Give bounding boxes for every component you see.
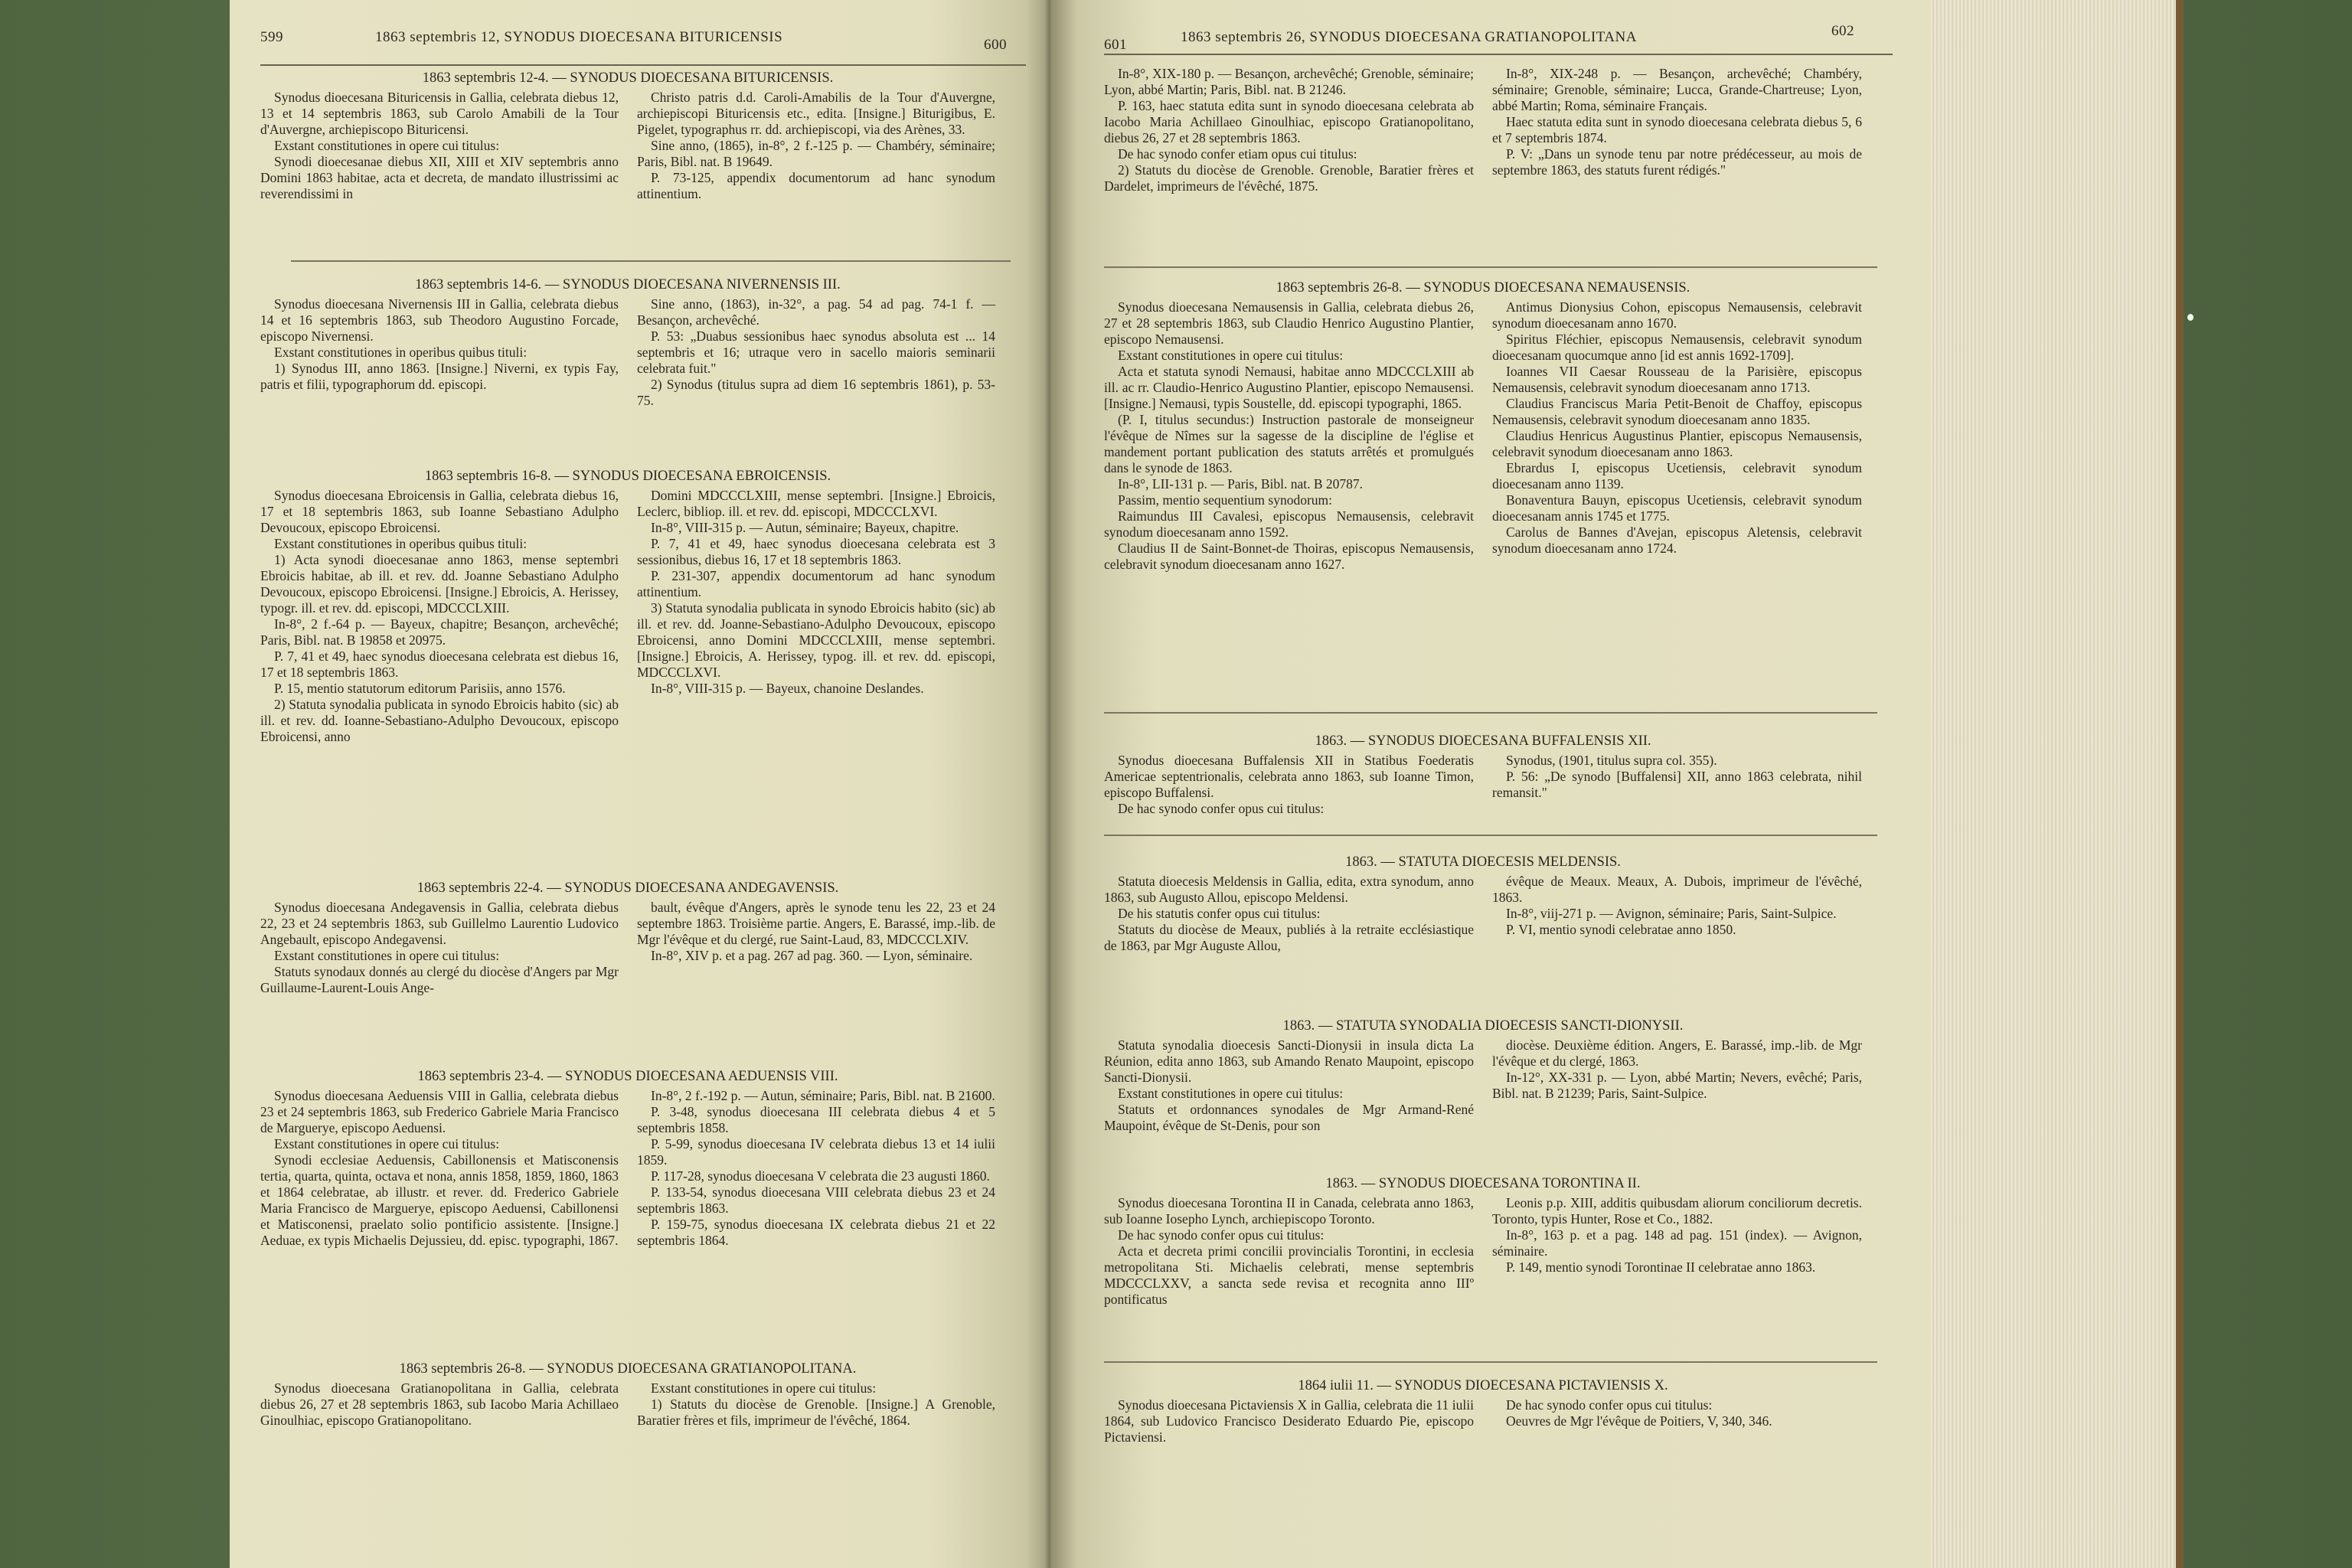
paragraph: De hac synodo confer etiam opus cui titulus:	[1118, 146, 1357, 162]
paragraph: Spiritus Fléchier, episcopus Nemausensis, celebravit synodum dioecesanam quocumque anno [id est annis 1692-1709].	[1492, 332, 1862, 363]
paragraph: In-8°, 2 f.-64 p. — Bayeux, chapitre; Besançon, archevêché; Paris, Bibl. nat. B 19858 et 20975.	[260, 616, 619, 648]
paragraph: Synodus dioecesana Ebroicensis in Gallia, celebrata diebus 16, 17 et 18 septembris 1863, sub Ioanne Sebastiano Adulpho Devoucoux, episcopo Ebroicensi.	[260, 488, 619, 535]
running-title: 1863 septembris 12, SYNODUS DIOECESANA BITURICENSIS	[375, 29, 783, 45]
paragraph: P. 163, haec statuta edita sunt in synodo dioecesana celebrata ab Iacobo Maria Achillaeo Ginoulhiac, episcopo Gratianopolitano, diebus 26, 27 et 28 septembris 1863.	[1104, 98, 1474, 145]
entry-col-1	[1104, 874, 1474, 954]
paragraph: (P. I, titulus secundus:) Instruction pastorale de monseigneur l'évêque de Nîmes sur la sagesse de la discipline de l'église et mandement portant publication des statuts arrêtés et promulgués dans le synode de 1863.	[1104, 412, 1474, 475]
paragraph: P. 5-99, synodus dioecesana IV celebrata diebus 13 et 14 iulii 1859.	[637, 1136, 995, 1168]
entry-col-2	[1492, 1195, 1862, 1308]
paragraph: In-8°, XIX-248 p. — Besançon, archevêché; Chambéry, séminaire; Grenoble, séminaire; Lucca, Grande-Chartreuse; Lyon, abbé Martin; Roma, séminaire Français.	[1492, 66, 1862, 113]
entry-col-2	[1492, 874, 1862, 954]
paragraph: 1) Acta synodi dioecesanae anno 1863, mense septembri Ebroicis habitae, ab ill. et rev. dd. Joanne Sebastiano Adulpho Devoucoux, episcopo Ebroicensi. [Insigne.] Ebroicis, A. Herissey, typogr. ill. et rev. dd. episcopi, MDCCCLXIII.	[260, 552, 619, 616]
paragraph: De his statutis confer opus cui titulus:	[1118, 906, 1321, 921]
paragraph: Carolus de Bannes d'Avejan, episcopus Aletensis, celebravit synodum dioecesanam anno 1724.	[1492, 524, 1862, 556]
paragraph: Domini MDCCCLXIII, mense septembri. [Insigne.] Ebroicis, Leclerc, bibliop. ill. et rev. dd. episcopi, MDCCCLXVI.	[637, 488, 995, 519]
paragraph: Exstant constitutiones in opere cui titulus:	[274, 1136, 500, 1152]
paragraph: Synodi ecclesiae Aeduensis, Cabillonensis et Matisconensis tertia, quarta, quinta, octava et nona, annis 1858, 1859, 1860, 1863 et 1864 celebratae, ab illustr. et rever. dd. Frederico Gabriele Maria Francisco de Marguerye, episcopo Aeduensi, Cabillonensi et Matisconensi, praelato solio pontificio assistente. [Insigne.] Aeduae, ex typis Michaelis Dejussieu, dd. episc. typographi, 1867.	[260, 1152, 619, 1248]
paragraph: P. VI, mentio synodi celebratae anno 1850.	[1506, 922, 1736, 937]
paragraph: 2) Statuts du diocèse de Grenoble. Grenoble, Baratier frères et Dardelet, imprimeurs de l'évêché, 1875.	[1104, 162, 1474, 194]
entry-title: 1863 septembris 22-4. — SYNODUS DIOECESANA ANDEGAVENSIS.	[416, 880, 839, 896]
paragraph: Exstant constitutiones in opere cui titulus:	[1118, 348, 1344, 363]
paragraph: Synodus dioecesana Bituricensis in Gallia, celebrata diebus 12, 13 et 14 septembris 1863, sub Carolo Amabili de la Tour d'Auvergne, archiepiscopo Bituricensi.	[260, 90, 619, 137]
entry-nivernensis	[260, 277, 995, 409]
entry-bituricensis	[260, 70, 995, 202]
paragraph: In-8°, 163 p. et a pag. 148 ad pag. 151 (index). — Avignon, séminaire.	[1492, 1227, 1862, 1259]
entry-col-2	[1492, 66, 1862, 194]
entry-col-1	[260, 296, 619, 409]
paragraph: Synodus, (1901, titulus supra col. 355).	[1506, 753, 1717, 768]
paragraph: P. 15, mentio statutorum editorum Parisiis, anno 1576.	[274, 681, 566, 696]
paragraph: Synodus dioecesana Pictaviensis X in Gallia, celebrata die 11 iulii 1864, sub Ludovico Francisco Desiderato Eduardo Pie, episcopo Pictaviensi.	[1104, 1397, 1474, 1445]
entry-col-1	[1104, 1037, 1474, 1134]
entry-title: 1863 septembris 16-8. — SYNODUS DIOECESANA EBROICENSIS.	[424, 469, 831, 484]
paragraph: Claudius Henricus Augustinus Plantier, episcopus Nemausensis, celebravit synodum dioecesanam anno 1863.	[1492, 428, 1862, 459]
paragraph: Sine anno, (1863), in-32°, a pag. 54 ad pag. 74-1 f. — Besançon, archevêché.	[637, 296, 995, 328]
page-number-599: 599	[260, 29, 283, 45]
entry-aeduensis	[260, 1069, 995, 1249]
book-cover-edge	[2176, 0, 2184, 1568]
entry-col-1	[1104, 1195, 1474, 1308]
light-reflection	[2187, 314, 2194, 321]
entry-buffalensis	[1104, 733, 1862, 817]
entry-gratianopolitana-continued	[1104, 66, 1862, 194]
paragraph: In-8°, VIII-315 p. — Bayeux, chanoine Deslandes.	[651, 681, 924, 696]
paragraph: Antimus Dionysius Cohon, episcopus Nemausensis, celebravit synodum dioecesanam anno 1670.	[1492, 299, 1862, 331]
separator	[1104, 1361, 1877, 1363]
paragraph: bault, évêque d'Angers, après le synode tenu les 22, 23 et 24 septembre 1863. Troisième partie. Angers, E. Barassé, imp.-lib. de Mgr l'évêque et du clergé, rue Saint-Laud, 83, MDCCCLXIV.	[637, 900, 995, 947]
paragraph: P. 133-54, synodus dioecesana VIII celebrata diebus 23 et 24 septembris 1863.	[637, 1184, 995, 1216]
separator	[1104, 712, 1877, 714]
page-number-602: 602	[1831, 23, 1854, 39]
paragraph: 1) Synodus III, anno 1863. [Insigne.] Niverni, ex typis Fay, patris et filii, typographorum dd. episcopi.	[260, 361, 619, 392]
entry-title: 1863 septembris 23-4. — SYNODUS DIOECESANA AEDUENSIS VIII.	[417, 1069, 838, 1084]
entry-col-2	[1492, 1037, 1862, 1134]
paragraph: Synodi dioecesanae diebus XII, XIII et XIV septembris anno Domini 1863 habitae, acta et decreta, de mandato illustrissimi ac reverendissimi in	[260, 154, 619, 201]
running-title: 1863 septembris 26, SYNODUS DIOECESANA GRATIANOPOLITANA	[1181, 29, 1637, 45]
paragraph: P. 159-75, synodus dioecesana IX celebrata diebus 21 et 22 septembris 1864.	[637, 1217, 995, 1248]
entry-title: 1863 septembris 26-8. — SYNODUS DIOECESANA NEMAUSENSIS.	[1276, 280, 1690, 296]
entry-col-2	[637, 900, 995, 996]
paragraph: P. 7, 41 et 49, haec synodus dioecesana celebrata est diebus 16, 17 et 18 septembris 1863.	[260, 648, 619, 680]
entry-title: 1864 iulii 11. — SYNODUS DIOECESANA PICTAVIENSIS X.	[1298, 1378, 1668, 1393]
paragraph: P. 117-28, synodus dioecesana V celebrata die 23 augusti 1860.	[651, 1168, 990, 1184]
entry-col-2	[637, 296, 995, 409]
paragraph: Synodus dioecesana Torontina II in Canada, celebrata anno 1863, sub Ioanne Iosepho Lynch, archiepiscopo Toronto.	[1104, 1195, 1474, 1227]
entry-title: 1863. — SYNODUS DIOECESANA TORONTINA II.	[1325, 1176, 1641, 1191]
entry-col-1	[260, 90, 619, 202]
entry-col-2	[637, 90, 995, 202]
entry-andegavensis	[260, 880, 995, 996]
entry-col-1	[260, 1380, 619, 1429]
paragraph: Synodus dioecesana Gratianopolitana in Gallia, celebrata diebus 26, 27 et 28 septembris 1863, sub Iacobo Maria Achillaeo Ginoulhiac, episcopo Gratianopolitano.	[260, 1380, 619, 1428]
separator	[1104, 835, 1877, 836]
book-page-edges	[1931, 0, 2176, 1568]
entry-nemausensis	[1104, 280, 1862, 573]
entry-col-1	[1104, 1397, 1474, 1446]
entry-col-1	[260, 1088, 619, 1249]
entry-title: 1863 septembris 26-8. — SYNODUS DIOECESANA GRATIANOPOLITANA.	[399, 1361, 857, 1377]
paragraph: Passim, mentio sequentium synodorum:	[1118, 492, 1332, 508]
entry-title: 1863. — SYNODUS DIOECESANA BUFFALENSIS XII.	[1315, 733, 1651, 749]
paragraph: P. 231-307, appendix documentorum ad hanc synodum attinentium.	[637, 568, 995, 599]
entry-gratianopolitana	[260, 1361, 995, 1429]
separator	[1104, 266, 1877, 268]
paragraph: Exstant constitutiones in opere cui titulus:	[274, 138, 500, 153]
paragraph: Haec statuta edita sunt in synodo dioecesana celebrata diebus 5, 6 et 7 septembris 1874.	[1492, 114, 1862, 145]
paragraph: Claudius Franciscus Maria Petit-Benoit de Chaffoy, episcopus Nemausensis, celebravit synodum dioecesanam anno 1835.	[1492, 396, 1862, 427]
entry-col-1	[1104, 66, 1474, 194]
paragraph: Claudius II de Saint-Bonnet-de Thoiras, episcopus Nemausensis, celebravit synodum dioecesanam anno 1627.	[1104, 541, 1474, 572]
separator	[291, 260, 1011, 262]
paragraph: Synodus dioecesana Nemausensis in Gallia, celebrata diebus 26, 27 et 28 septembris 1863, sub Claudio Henrico Augustino Plantier, episcopo Nemausensi.	[1104, 299, 1474, 347]
entry-col-2	[637, 1088, 995, 1249]
paragraph: In-8°, LII-131 p. — Paris, Bibl. nat. B 20787.	[1118, 476, 1364, 492]
entry-col-2	[1492, 1397, 1862, 1446]
paragraph: P. V: „Dans un synode tenu par notre prédécesseur, au mois de septembre 1863, des statuts furent rédigés."	[1492, 146, 1862, 178]
paragraph: Oeuvres de Mgr l'évêque de Poitiers, V, 340, 346.	[1506, 1413, 1772, 1429]
entry-title: 1863. — STATUTA DIOECESIS MELDENSIS.	[1345, 854, 1621, 870]
paragraph: P. 56: „De synodo [Buffalensi] XII, anno 1863 celebrata, nihil remansit."	[1492, 769, 1862, 800]
entry-col-1	[260, 900, 619, 996]
paragraph: diocèse. Deuxième édition. Angers, E. Barassé, imp.-lib. de Mgr l'évêque et du clergé, 1863.	[1492, 1037, 1862, 1069]
entry-meldensis	[1104, 854, 1862, 954]
paragraph: Acta et decreta primi concilii provincialis Torontini, in ecclesia metropolitana Sti. Michaelis celebrati, mense septembris MDCCCLXXV, a sancta sede revisa et recognita anno IIIº pontificatus	[1104, 1243, 1474, 1307]
right-page	[1050, 0, 1931, 1568]
paragraph: 2) Synodus (titulus supra ad diem 16 septembris 1861), p. 53-75.	[637, 377, 995, 408]
paragraph: Statuts et ordonnances synodales de Mgr Armand-René Maupoint, évêque de St-Denis, pour son	[1104, 1102, 1474, 1133]
entry-title: 1863 septembris 12-4. — SYNODUS DIOECESANA BITURICENSIS.	[422, 70, 834, 86]
paragraph: In-12°, XX-331 p. — Lyon, abbé Martin; Nevers, evêché; Paris, Bibl. nat. B 21239; Paris, Saint-Sulpice.	[1492, 1070, 1862, 1101]
paragraph: Raimundus III Cavalesi, episcopus Nemausensis, celebravit synodum dioecesanam anno 1592.	[1104, 508, 1474, 540]
paragraph: Exstant constitutiones in opere cui titulus:	[1118, 1086, 1344, 1101]
paragraph: Christo patris d.d. Caroli-Amabilis de la Tour d'Auvergne, archiepiscopi Bituricensis etc., edita. [Insigne.] Biturigibus, E. Pigelet, typographus rr. dd. archiepiscopi, via des Arènes, 33.	[637, 90, 995, 137]
paragraph: Exstant constitutiones in opere cui titulus:	[274, 948, 500, 963]
paragraph: Statuts du diocèse de Meaux, publiés à la retraite ecclésiastique de 1863, par Mgr Auguste Allou,	[1104, 922, 1474, 953]
paragraph: Leonis p.p. XIII, additis quibusdam aliorum conciliorum decretis. Toronto, typis Hunter, Rose et Co., 1882.	[1492, 1195, 1862, 1227]
paragraph: P. 7, 41 et 49, haec synodus dioecesana celebrata est 3 sessionibus, diebus 16, 17 et 18 septembris 1863.	[637, 536, 995, 567]
entry-sancti-dionysii	[1104, 1018, 1862, 1134]
entry-title: 1863 septembris 14-6. — SYNODUS DIOECESANA NIVERNENSIS III.	[415, 277, 841, 292]
paragraph: Ioannes VII Caesar Rousseau de la Parisière, episcopus Nemausensis, celebravit synodum dioecesanam anno 1713.	[1492, 364, 1862, 395]
paragraph: Exstant constitutiones in operibus quibus tituli:	[274, 345, 528, 360]
entry-col-1	[1104, 299, 1474, 573]
paragraph: Statuta synodalia dioecesis Sancti-Dionysii in insula dicta La Réunion, edita anno 1863, sub Amando Renato Maupoint, episcopo Sancti-Dionysii.	[1104, 1037, 1474, 1085]
header-rule	[1104, 54, 1893, 55]
paragraph: Statuta dioecesis Meldensis in Gallia, edita, extra synodum, anno 1863, sub Augusto Allou, episcopo Meldensi.	[1104, 874, 1474, 905]
paragraph: De hac synodo confer opus cui titulus:	[1118, 1227, 1325, 1243]
paragraph: De hac synodo confer opus cui titulus:	[1118, 801, 1325, 816]
entry-col-2	[637, 488, 995, 745]
paragraph: Synodus dioecesana Buffalensis XII in Statibus Foederatis Americae septentrionalis, celebrata anno 1863, sub Ioanne Timon, episcopo Buffalensi.	[1104, 753, 1474, 800]
paragraph: 1) Statuts du diocèse de Grenoble. [Insigne.] A Grenoble, Baratier frères et fils, imprimeur de l'évêché, 1864.	[637, 1396, 995, 1428]
page-number-600: 600	[984, 37, 1007, 53]
entry-col-1	[1104, 753, 1474, 817]
entry-torontina	[1104, 1176, 1862, 1308]
header-rule	[260, 64, 1026, 66]
left-page	[230, 0, 1050, 1568]
paragraph: P. 73-125, appendix documentorum ad hanc synodum attinentium.	[637, 170, 995, 201]
paragraph: Acta et statuta synodi Nemausi, habitae anno MDCCCLXIII ab ill. ac rr. Claudio-Henrico Augustino Plantier, episcopo Nemausensi. [Insigne.] Nemausi, typis Soustelle, dd. episcopi typographi, 1865.	[1104, 364, 1474, 411]
paragraph: Synodus dioecesana Aeduensis VIII in Gallia, celebrata diebus 23 et 24 septembris 1863, sub Frederico Gabriele Maria Francisco de Marguerye, episcopo Aeduensi.	[260, 1088, 619, 1135]
paragraph: Synodus dioecesana Nivernensis III in Gallia, celebrata diebus 14 et 16 septembris 1863, sub Theodoro Augustino Forcade, episcopo Nivernensi.	[260, 296, 619, 344]
entry-col-2	[1492, 299, 1862, 573]
paragraph: Statuts synodaux donnés au clergé du diocèse d'Angers par Mgr Guillaume-Laurent-Louis Ange-	[260, 964, 619, 995]
paragraph: De hac synodo confer opus cui titulus:	[1506, 1397, 1713, 1413]
page-number-601: 601	[1104, 37, 1127, 53]
paragraph: Synodus dioecesana Andegavensis in Gallia, celebrata diebus 22, 23 et 24 septembris 1863, sub Guillelmo Laurentio Ludovico Angebault, episcopo Andegavensi.	[260, 900, 619, 947]
paragraph: Ebrardus I, episcopus Ucetiensis, celebravit synodum dioecesanam anno 1139.	[1492, 460, 1862, 492]
paragraph: Exstant constitutiones in opere cui titulus:	[651, 1380, 877, 1396]
paragraph: P. 3-48, synodus dioecesana III celebrata diebus 4 et 5 septembris 1858.	[637, 1104, 995, 1135]
paragraph: P. 53: „Duabus sessionibus haec synodus absoluta est ... 14 septembris et 16; utraque vero in sacello maioris seminarii celebrata fuit."	[637, 328, 995, 376]
entry-col-2	[637, 1380, 995, 1429]
entry-col-1	[260, 488, 619, 745]
paragraph: évêque de Meaux. Meaux, A. Dubois, imprimeur de l'évêché, 1863.	[1492, 874, 1862, 905]
entry-ebroicensis	[260, 469, 995, 745]
paragraph: In-8°, XIV p. et a pag. 267 ad pag. 360. — Lyon, séminaire.	[651, 948, 973, 963]
paragraph: In-8°, 2 f.-192 p. — Autun, séminaire; Paris, Bibl. nat. B 21600.	[651, 1088, 995, 1103]
entry-title: 1863. — STATUTA SYNODALIA DIOECESIS SANCTI-DIONYSII.	[1282, 1018, 1684, 1034]
paragraph: 3) Statuta synodalia publicata in synodo Ebroicis habito (sic) ab ill. et rev. dd. Joanne-Sebastiano-Adulpho Devoucoux, episcopo Ebroicensi, anno Domini MDCCCLXIII, mense septembri. [Insigne.] Ebroicis, A. Herissey, typog. ill. et rev. dd. episcopi, MDCCCLXVI.	[637, 600, 995, 680]
paragraph: P. 149, mentio synodi Torontinae II celebratae anno 1863.	[1506, 1259, 1816, 1275]
paragraph: In-8°, VIII-315 p. — Autun, séminaire; Bayeux, chapitre.	[651, 520, 959, 535]
entry-col-2	[1492, 753, 1862, 817]
paragraph: Bonaventura Bauyn, episcopus Ucetiensis, celebravit synodum dioecesanam annis 1745 et 1775.	[1492, 492, 1862, 524]
paragraph: 2) Statuta synodalia publicata in synodo Ebroicis habito (sic) ab ill. et rev. dd. Ioanne-Sebastiano-Adulpho Devoucoux, episcopo Ebroicensi, anno	[260, 697, 619, 744]
paragraph: Sine anno, (1865), in-8°, 2 f.-125 p. — Chambéry, séminaire; Paris, Bibl. nat. B 19649.	[637, 138, 995, 169]
paragraph: In-8°, viij-271 p. — Avignon, séminaire; Paris, Saint-Sulpice.	[1506, 906, 1837, 921]
paragraph: Exstant constitutiones in operibus quibus tituli:	[274, 536, 528, 551]
entry-pictaviensis	[1104, 1378, 1862, 1446]
paragraph: In-8°, XIX-180 p. — Besançon, archevêché; Grenoble, séminaire; Lyon, abbé Martin; Paris, Bibl. nat. B 21246.	[1104, 66, 1474, 97]
